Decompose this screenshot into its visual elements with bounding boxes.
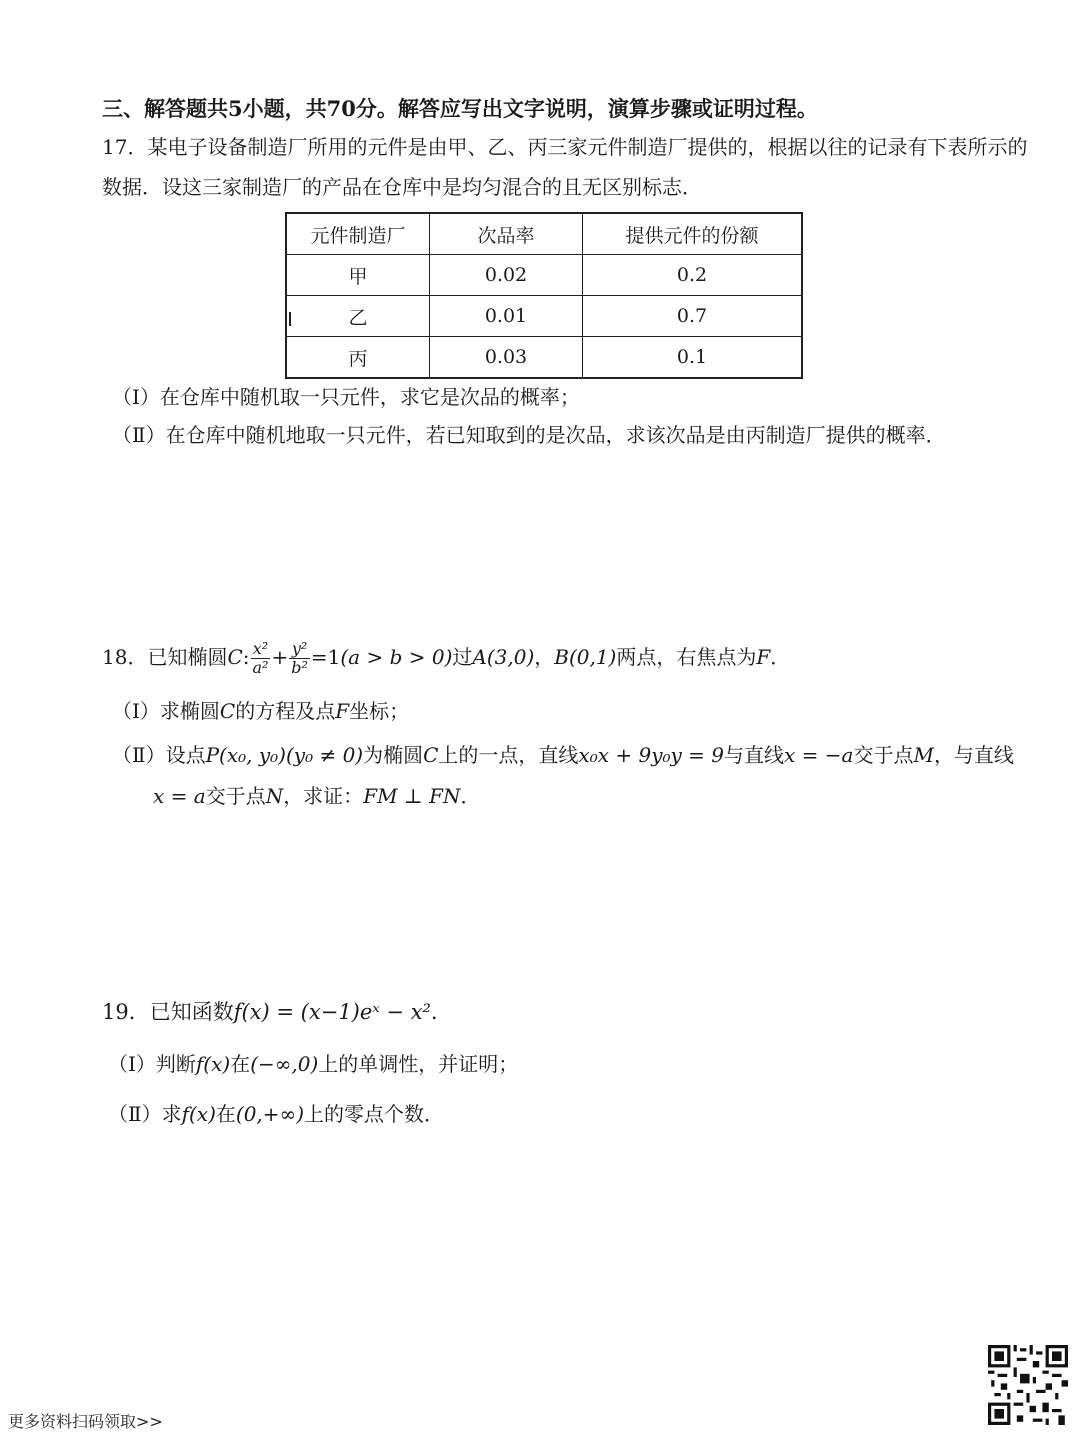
q18-p1-e: 坐标； [349, 699, 410, 723]
section-heading: 三、解答题共5小题，共70分。解答应写出文字说明，演算步骤或证明过程。 [102, 96, 818, 121]
q19-p1-c: 在 [230, 1052, 251, 1076]
q18-comma: ， [534, 645, 555, 669]
table-cell: 0.7 [583, 296, 803, 337]
q19-p1-e: 上的单调性，并证明； [318, 1052, 519, 1076]
table-row [286, 296, 802, 337]
table-header-cell: 次品率 [430, 213, 583, 255]
q19-p1-d: (−∞,0) [250, 1052, 319, 1076]
q18-frac1-num: x² [251, 640, 271, 659]
q18-p2b-f: ． [460, 784, 481, 808]
q18-p1-c: 的方程及点 [235, 699, 336, 723]
q19-p2-b: f(x) [181, 1102, 216, 1126]
q18-p1-b: C [219, 699, 236, 723]
q18-suffix: 两点，右焦点为 [616, 645, 757, 669]
q18-prefix: 18．已知椭圆 [102, 645, 228, 669]
q17-text-line-2: 数据．设这三家制造厂的产品在仓库中是均匀混合的且无区别标志． [102, 175, 702, 199]
q19-p2-d: (0,+∞) [235, 1102, 304, 1126]
q18-p2-j: M [913, 743, 934, 767]
q18-p2-i: 交于点 [853, 743, 914, 767]
q18-p2-h: x = −a [784, 743, 854, 767]
q17-part-2: （Ⅱ）在仓库中随机地取一只元件，若已知取到的是次品，求该次品是由丙制造厂提供的概率． [112, 423, 946, 447]
q18-frac2-den: b² [291, 658, 308, 677]
table-cell: 0.03 [430, 337, 583, 379]
q18-eq: =1 [310, 645, 341, 669]
q18-p2b-b: 交于点 [205, 784, 266, 808]
q19-p2-a: （Ⅱ）求 [108, 1102, 182, 1126]
q18-p2b-e: FM ⊥ FN [363, 784, 461, 808]
q18-plus: + [271, 645, 289, 669]
q18-cond: (a > b > 0) [340, 645, 453, 669]
table-cell: 0.01 [430, 296, 583, 337]
q18-mid: 过 [452, 645, 473, 669]
q18-p1-d: F [335, 699, 350, 723]
table-header-cell: 提供元件的份额 [583, 213, 803, 255]
q18-end: ． [770, 645, 791, 669]
q19-p2-e: 上的零点个数． [304, 1102, 444, 1126]
q18-colon: : [242, 645, 250, 669]
q18-p2-b: P(x₀, y₀)(y₀ ≠ 0) [205, 743, 364, 767]
q18-p2-k: ，与直线 [933, 743, 1014, 767]
q18-p2b-d: ，求证： [283, 784, 364, 808]
q19-func: f(x) = (x−1)eˣ − x² [233, 1000, 431, 1024]
q18-p2-g: 与直线 [724, 743, 785, 767]
q18-point-b: B(0,1) [554, 645, 617, 669]
q18-p2-f: x₀x + 9y₀y = 9 [578, 743, 725, 767]
q19-end: ． [430, 1000, 452, 1024]
table-cell: 甲 [286, 255, 430, 296]
q18-stem [102, 640, 790, 677]
q18-point-a: A(3,0) [472, 645, 535, 669]
q18-p1-a: （Ⅰ）求椭圆 [112, 699, 220, 723]
q18-p2-e: 上的一点，直线 [438, 743, 579, 767]
q18-part-1 [112, 697, 409, 725]
q18-focus: F [756, 645, 771, 669]
table-cell: 0.1 [583, 337, 803, 379]
q18-p2-d: C [423, 743, 439, 767]
table-cell: 乙 [286, 296, 430, 337]
q18-p2b-a: x = a [153, 784, 206, 808]
q19-stem [102, 998, 452, 1026]
q17-data-table [285, 212, 803, 379]
qr-code-icon[interactable] [988, 1345, 1068, 1425]
q19-prefix: 19．已知函数 [102, 1000, 234, 1024]
q18-frac2-num: y² [289, 640, 310, 659]
q18-p2-c: 为椭圆 [363, 743, 424, 767]
table-header-cell: 元件制造厂 [286, 213, 430, 255]
q18-curve: C [227, 645, 243, 669]
q18-p2b-c: N [265, 784, 284, 808]
footer-promo-text[interactable]: 更多资料扫码领取>> [8, 1412, 163, 1431]
q19-p2-c: 在 [215, 1102, 236, 1126]
table-cell: 0.02 [430, 255, 583, 296]
q19-part-1 [108, 1050, 518, 1078]
q19-p1-b: f(x) [195, 1052, 231, 1076]
table-row [286, 337, 802, 379]
q18-p2-a: （Ⅱ）设点 [112, 743, 206, 767]
table-cell: 0.2 [583, 255, 803, 296]
table-cell: 丙 [286, 337, 430, 379]
q17-part-1: （Ⅰ）在仓库中随机取一只元件，求它是次品的概率； [112, 385, 580, 409]
q18-frac1-den: a² [252, 658, 269, 677]
q18-part-2 [112, 741, 1014, 769]
q17-text-line-1: 17．某电子设备制造厂所用的元件是由甲、乙、丙三家元件制造厂提供的，根据以往的记录有下表所示的 [102, 135, 1028, 159]
q19-part-2 [108, 1100, 444, 1128]
table-header-row [286, 213, 802, 255]
q18-fraction-y [289, 640, 310, 677]
q18-part-2-continued [153, 782, 480, 810]
table-row [286, 255, 802, 296]
q19-p1-a: （Ⅰ）判断 [108, 1052, 196, 1076]
q18-fraction-x [251, 640, 271, 677]
